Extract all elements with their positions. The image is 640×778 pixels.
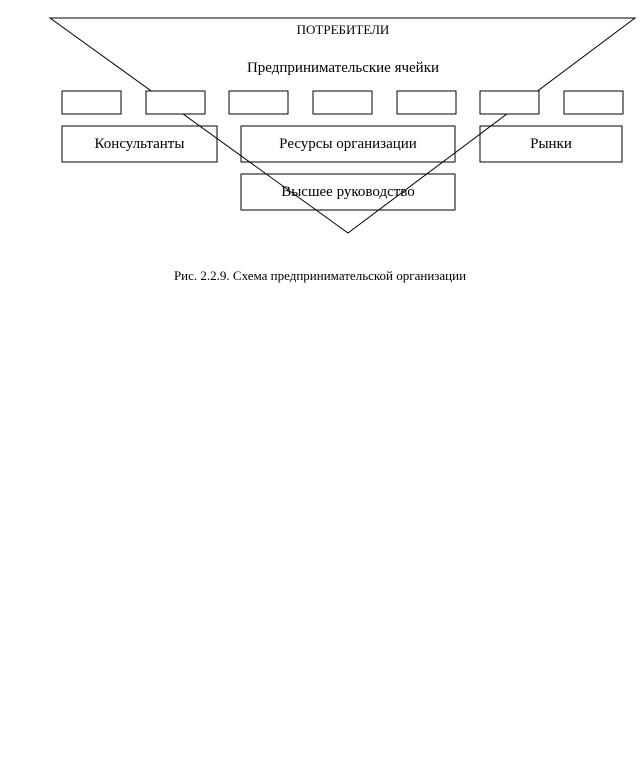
entrepreneurial-cell: [229, 91, 288, 114]
figure-caption: Рис. 2.2.9. Схема предпринимательской организации: [173, 268, 467, 283]
consultants-label: Консультанты: [94, 136, 185, 152]
entrepreneurial-cells-label: Предпринимательские ячейки: [246, 60, 440, 76]
management-label: Высшее руководство: [281, 184, 415, 200]
entrepreneurial-cell: [62, 91, 121, 114]
entrepreneurial-cell: [397, 91, 456, 114]
markets-label: Рынки: [530, 136, 572, 152]
consumers-label: ПОТРЕБИТЕЛИ: [296, 22, 390, 37]
entrepreneurial-cell: [564, 91, 623, 114]
entrepreneurial-cell: [313, 91, 372, 114]
resources-label: Ресурсы организации: [279, 136, 417, 152]
entrepreneurial-cell: [146, 91, 205, 114]
entrepreneurial-cell: [480, 91, 539, 114]
